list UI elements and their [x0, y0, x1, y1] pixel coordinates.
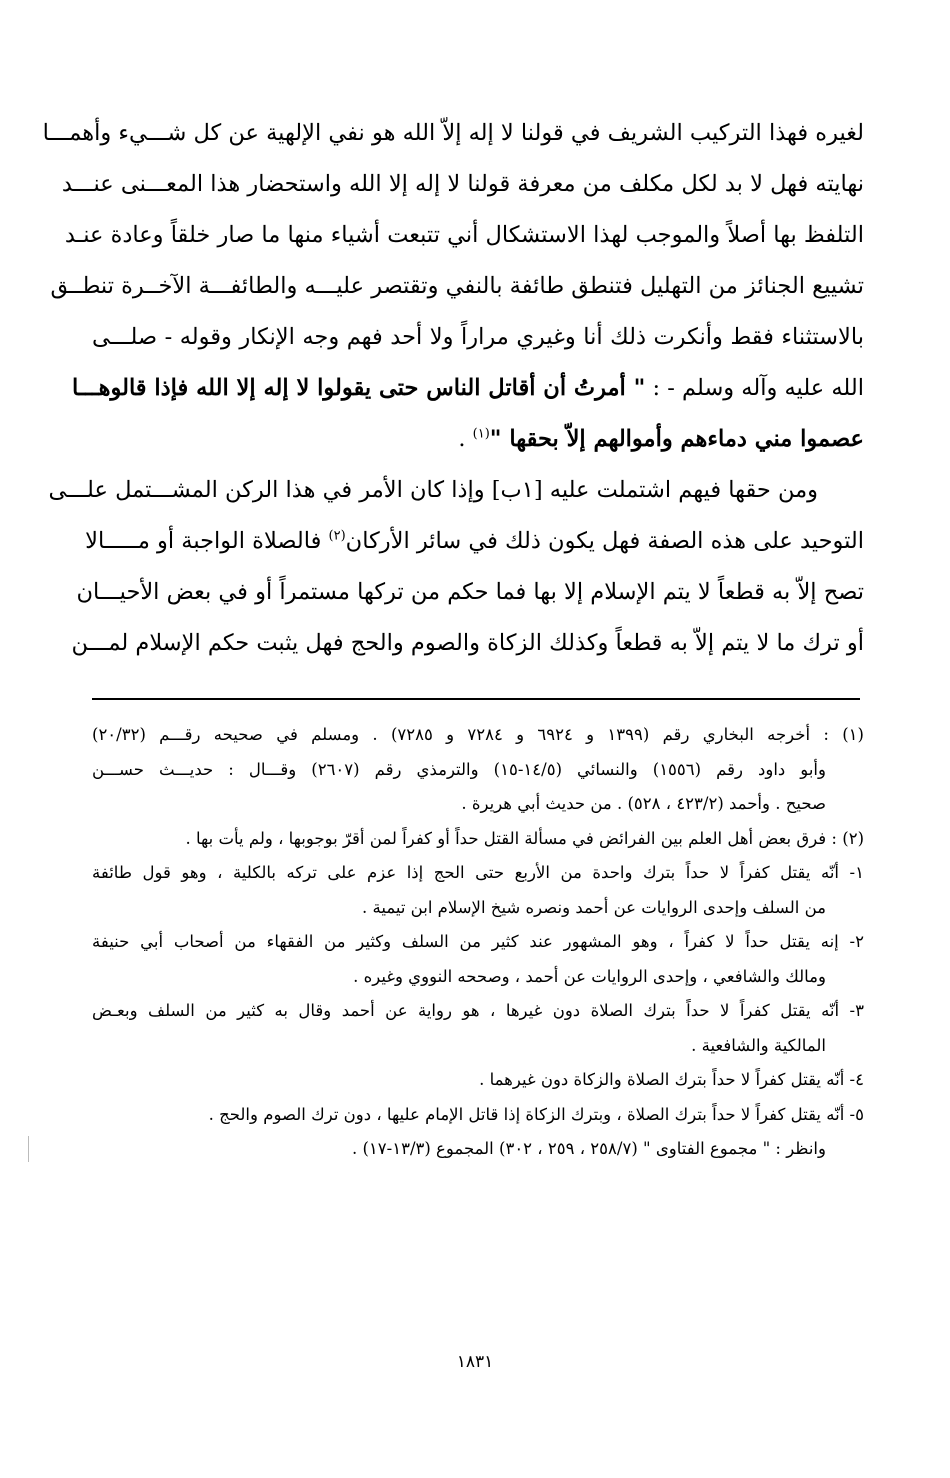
text-line-hadith-start: [71, 363, 864, 414]
footnote-1: [92, 718, 864, 822]
footnote-line: ٣- أنّه يقتل كفراً لا حداً بترك الصلاة دون غيرها ، هو رواية عن أحمد وقال به كثير من السلف وبعـض: [92, 1001, 864, 1020]
text-line: التلفظ بها أصلاً والموجب لهذا الاستشكال أني تتبعت أشياء منها ما صار خلقاً وعادة عنـد: [64, 222, 864, 248]
footnote-ref-2[interactable]: (٢): [328, 528, 346, 544]
text-line: تصح إلاّ به قطعاً لا يتم الإسلام إلا بها فما حكم من تركها مستمراً أو في بعض الأحيـــان: [76, 579, 864, 605]
footnote-2: [92, 822, 864, 1167]
hadith-quote: " أمرتُ أن أقاتل الناس حتى يقولوا لا إله إلا الله فإذا قالوهـــا: [71, 375, 646, 401]
text-line: ومن حقها فيهم اشتملت عليه [١ب] وإذا كان الأمر في هذا الركن المشـــتمل علـــى: [48, 477, 818, 503]
footnote-line: وأبو داود رقم (١٥٥٦) والنسائي (١٤/٥-١٥) والترمذي رقم (٢٦٠٧) وقـــال : حديـــث حســـن: [92, 759, 826, 779]
footnote-line: ٥- أنّه يقتل كفراً لا حداً بترك الصلاة ، وبترك الزكاة إذا قاتل الإمام عليها ، دون ترك الصوم والحج .: [208, 1104, 864, 1124]
text-segment: .: [458, 426, 473, 452]
text-line: بالاستثناء فقط وأنكرت ذلك أنا وغيري مراراً ولا أحد فهم وجه الإنكار وقوله - صلـــى: [92, 324, 864, 350]
text-line: لغيره فهذا التركيب الشريف في قولنا لا إله إلاّ الله هو نفي الإلهية عن كل شـــيء وأهمـــا: [42, 120, 864, 146]
text-segment: التوحيد على هذه الصفة فهل يكون ذلك في سائر الأركان: [345, 528, 864, 554]
footnote-line: صحيح . وأحمد (٤٢٣/٢ ، ٥٢٨) . من حديث أبي هريرة .: [461, 794, 826, 813]
footnote-line: من السلف وإحدى الروايات عن أحمد ونصره شيخ الإسلام ابن تيمية .: [362, 897, 826, 917]
text-line: نهايته فهل لا بد لكل مكلف من معرفة قولنا لا إله إلا الله واستحضار هذا المعـــنى عنـــد: [61, 171, 864, 197]
footnote-separator: [92, 698, 860, 700]
paragraph-2: [48, 465, 864, 669]
text-line: [85, 516, 864, 567]
text-line-hadith-end: [92, 414, 864, 465]
text-line: أو ترك ما لا يتم إلاّ به قطعاً وكذلك الزكاة والصوم والحج فهل يثبت حكم الإسلام لمـــن: [71, 630, 864, 656]
footnotes: [92, 718, 864, 1167]
footnote-line: (٢) : فرق بعض أهل العلم بين الفرائض في مسألة القتل حداً أو كفراً لمن أقرّ بوجوبها ، ولم يأت بها .: [185, 828, 864, 848]
text-segment: فالصلاة الواجبة أو مـــــالا: [85, 528, 329, 554]
hadith-quote: عصموا مني دماءهم وأموالهم إلاّ بحقها ": [489, 426, 864, 452]
footnote-line: ١- أنّه يقتل كفراً لا حداً بترك واحدة من الأربع حتى الحج إذا عزم على تركه بالكلية ، وهو قول طائفة: [92, 863, 864, 882]
text-line: تشييع الجنائز من التهليل فتنطق طائفة بالنفي وتقتصر عليـــه والطائفـــة الآخــرة تنطــق: [50, 273, 864, 299]
footnote-line: ٤- أنّه يقتل كفراً لا حداً بترك الصلاة والزكاة دون غيرهما .: [479, 1070, 864, 1089]
margin-mark: [28, 1136, 29, 1162]
footnote-line: ٢- إنه يقتل حداً لا كفراً ، وهو المشهور عند كثير من السلف وكثير من الفقهاء من أصحاب أبي حنيفة: [92, 932, 864, 951]
footnote-line: وانظر : " مجموع الفتاوى " (٢٥٨/٧ ، ٢٥٩ ، ٣٠٢) المجموع (١٣/٣-١٧) .: [351, 1139, 826, 1158]
footnote-line: المالكية والشافعية .: [691, 1035, 826, 1055]
paragraph-1: [42, 108, 864, 465]
page-number: ١٨٣١: [456, 1352, 494, 1372]
text-segment: الله عليه وآله وسلم - :: [645, 375, 864, 401]
main-text: [42, 108, 864, 669]
footnote-line: ومالك والشافعي ، وإحدى الروايات عن أحمد ، وصححه النووي وغيره .: [353, 966, 826, 986]
footnote-line: (١) : أخرجه البخاري رقم (١٣٩٩ و ٦٩٢٤ و ٧٢٨٤ و ٧٢٨٥) . ومسلم في صحيحه رقـــم (٢٠/٣٢): [92, 725, 864, 744]
footnote-ref-1[interactable]: (١): [472, 426, 490, 442]
